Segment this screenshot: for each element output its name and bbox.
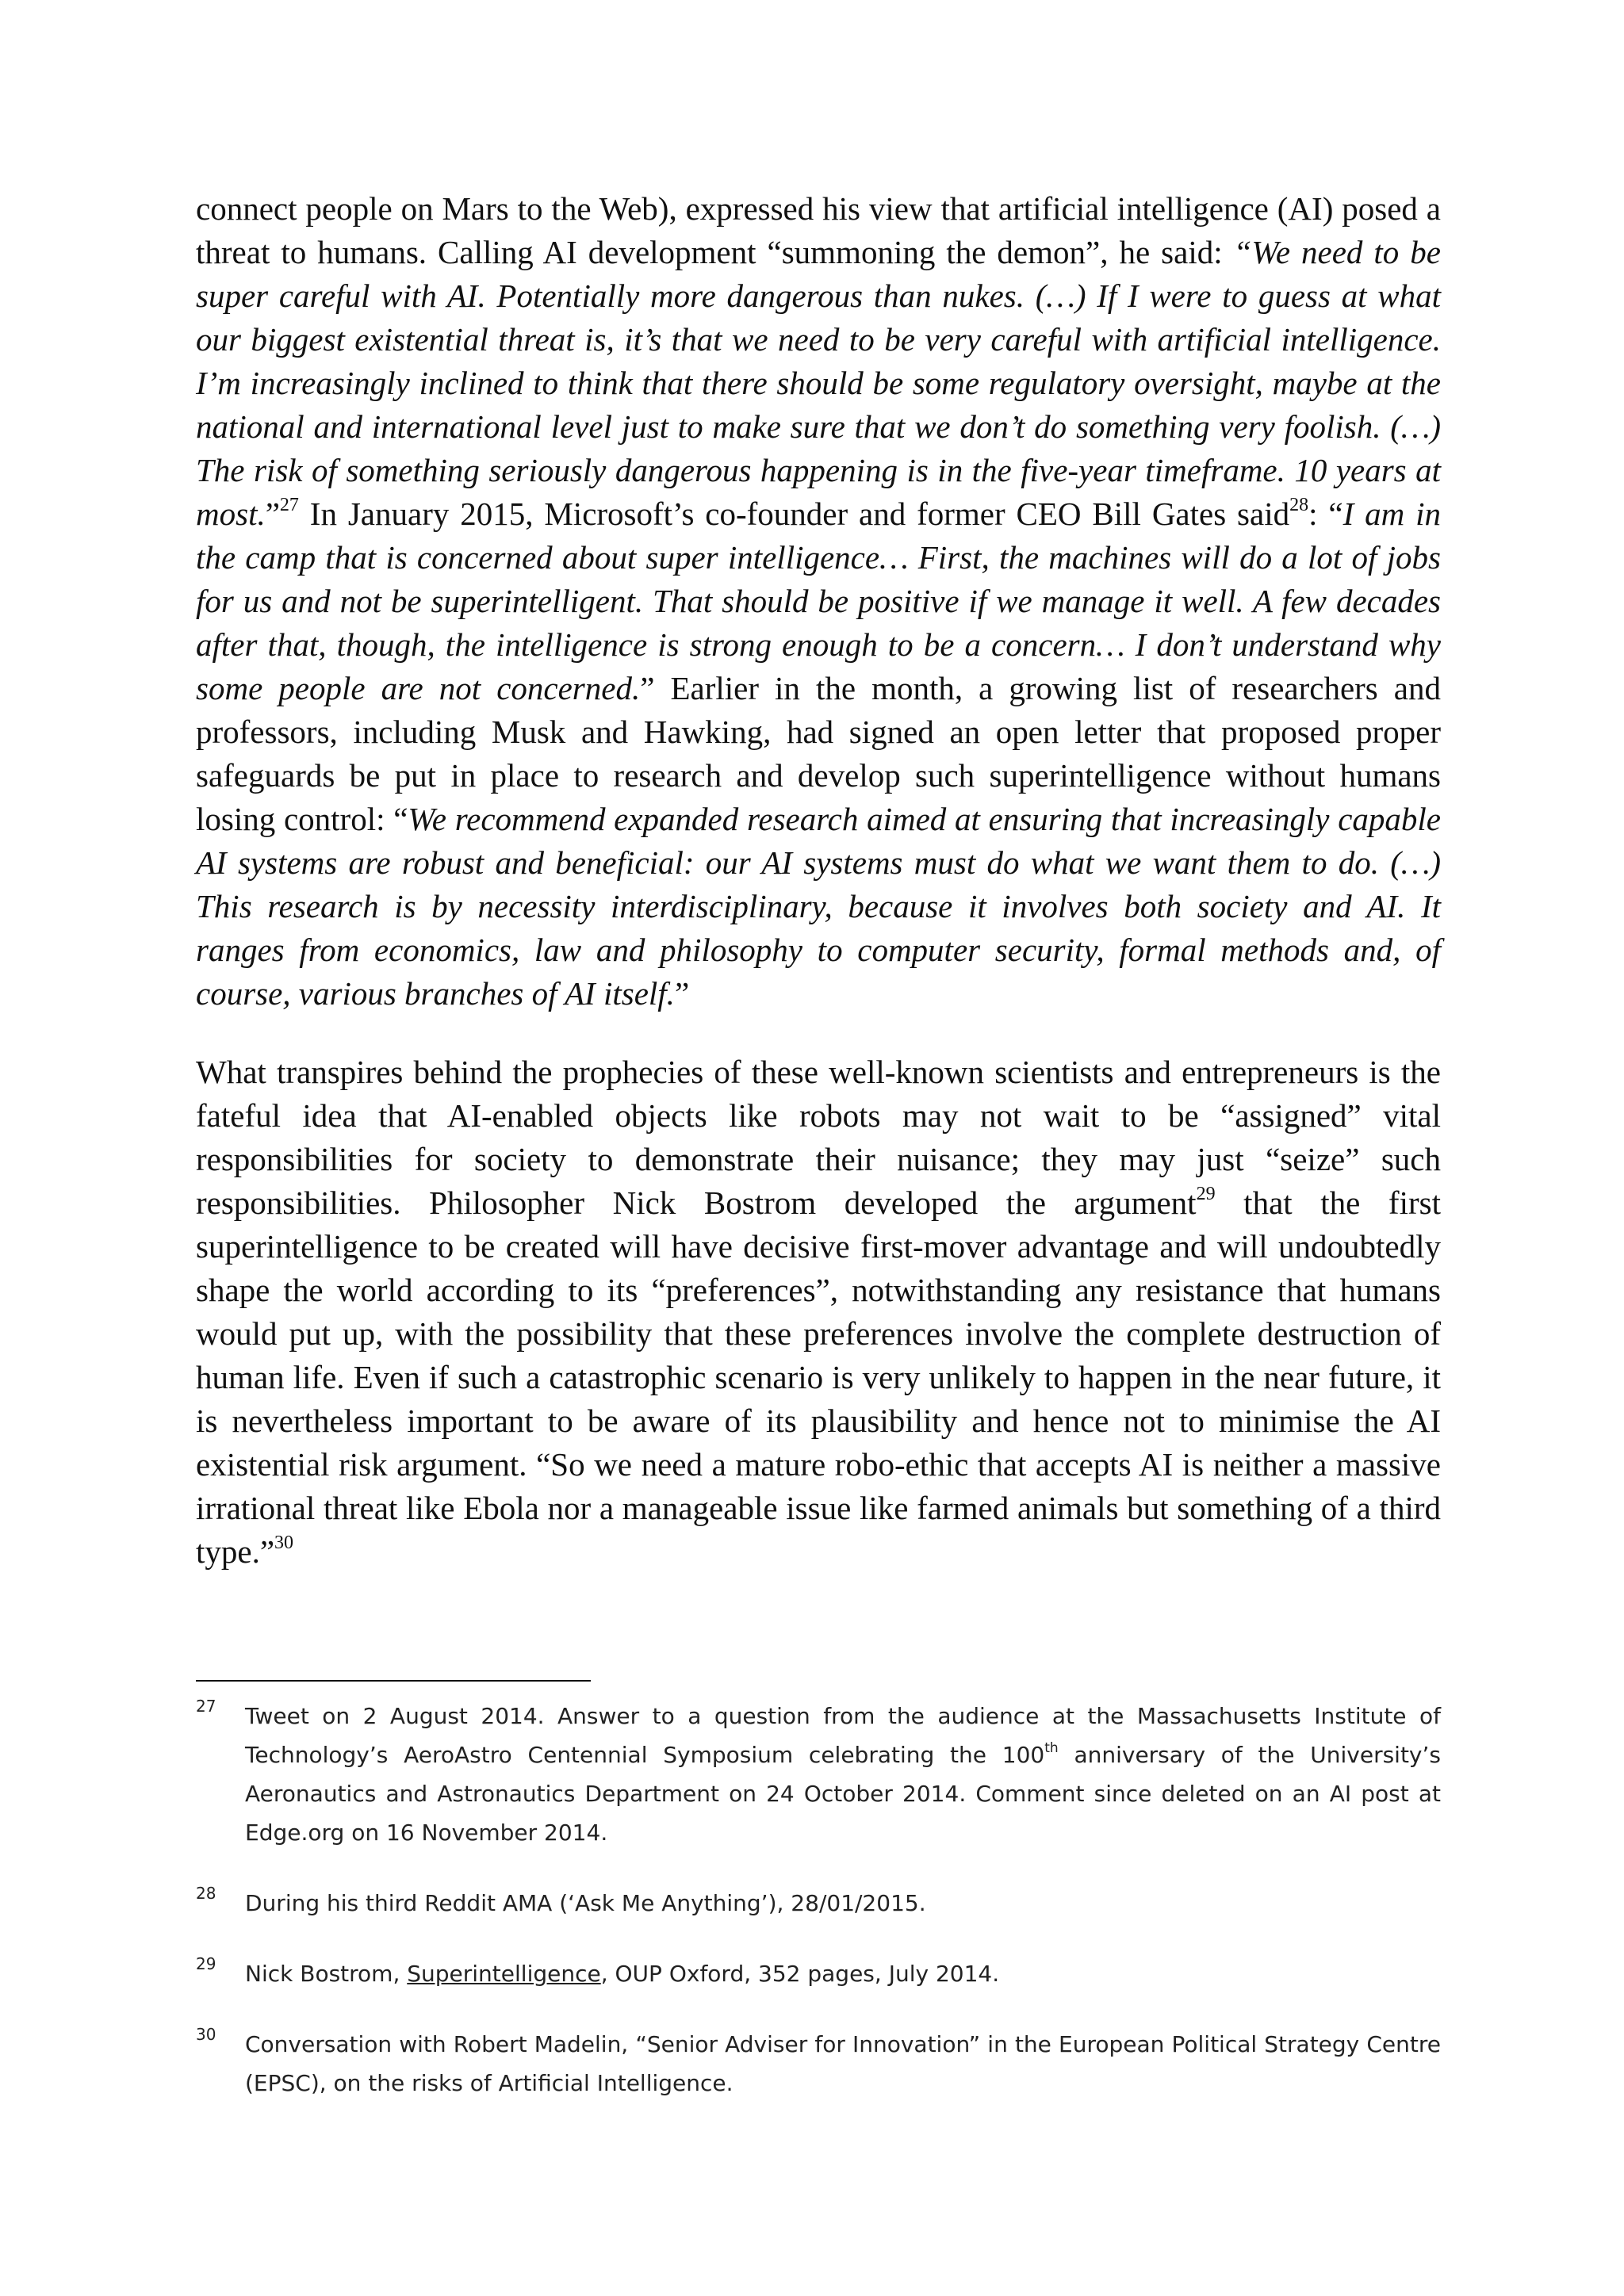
footnote-text: anniversary of the University’s Aeronautics and Astronautics Department on 24 October 2014. Comment since deleted on an AI post at Edge.org on 16 November 2014. <box>245 1742 1441 1846</box>
ordinal-suffix: th <box>1044 1740 1059 1756</box>
musk-quote: “We need to be super careful with AI. Potentially more dangerous than nukes. (…) If I were to guess at what our biggest existential threat is, it’s that we need to be very careful with artificial intelligence. I’m increasingly inclined to think that there should be some regulatory oversight, maybe at the national and international level just to make sure that we don’t do something very foolish. (…) The risk of something seriously dangerous happening is in the five-year timeframe. 10 years at most. <box>196 234 1442 532</box>
footnotes <box>196 1697 1441 2134</box>
paragraph-2 <box>196 1050 1441 1574</box>
p1-text-4: : “ <box>1308 496 1343 532</box>
open-letter-quote: We recommend expanded research aimed at ensuring that increasingly capable AI systems are robust and beneficial: our AI systems must do what we want them to do. (…) This research is by necessity interdisciplinary, because it involves both society and AI. It ranges from economics, law and philosophy to computer security, formal methods and, of course, various branches of AI itself. <box>196 801 1441 1012</box>
footnote-27 <box>196 1697 1441 1852</box>
p2-text-1: What transpires behind the prophecies of these well-known scientists and entrepreneurs is the fateful idea that AI-enabled objects like robots may not wait to be “assigned” vital responsibilities for society to demonstrate their nuisance; they may just “seize” such responsibilities. Philosopher Nick Bostrom developed the argument <box>196 1054 1441 1221</box>
footnote-number: 28 <box>196 1884 216 1903</box>
footnote-ref-29[interactable]: 29 <box>1196 1184 1216 1204</box>
footnote-text: Conversation with Robert Madelin, “Senior Adviser for Innovation” in the European Political Strategy Centre (EPSC), on the risks of Artificial Intelligence. <box>245 2031 1441 2096</box>
p2-text-2: that the first superintelligence to be created will have decisive first-mover advantage and will undoubtedly shape the world according to its “preferences”, notwithstanding any resistance that humans would put up, with the possibility that these preferences involve the complete destruction of human life. Even if such a catastrophic scenario is very unlikely to happen in the near future, it is nevertheless important to be aware of its plausibility and hence not to minimise the AI existential risk argument. “So we need a mature robo-ethic that accepts AI is neither a massive irrational threat like Ebola nor a manageable issue like farmed animals but something of a third type.” <box>196 1184 1441 1570</box>
paragraph-1 <box>196 187 1441 1016</box>
footnote-number: 27 <box>196 1697 216 1716</box>
book-title-link[interactable]: Superintelligence <box>407 1961 601 1987</box>
footnote-text: Nick Bostrom, <box>245 1961 408 1987</box>
p1-text-1: connect people on Mars to the Web), expressed his view that artificial intelligence (AI) posed a threat to humans. Calling AI development “summoning the demon”, he said: <box>196 190 1441 270</box>
footnote-ref-28[interactable]: 28 <box>1289 495 1309 515</box>
main-text <box>196 187 1441 1574</box>
footnote-ref-27[interactable]: 27 <box>279 495 299 515</box>
footnote-text: , OUP Oxford, 352 pages, July 2014. <box>600 1961 1000 1987</box>
p1-text-5: ” Earlier in the month, a growing list of researchers and professors, including Musk and Hawking, had signed an open letter that proposed proper safeguards be put in place to research and develop such superintelligence without humans losing control: “ <box>196 670 1441 837</box>
footnote-30 <box>196 2025 1441 2103</box>
footnote-number: 30 <box>196 2025 216 2044</box>
p1-text-3: In January 2015, Microsoft’s co-founder and former CEO Bill Gates said <box>298 496 1290 532</box>
footnote-ref-30[interactable]: 30 <box>274 1533 294 1553</box>
footnote-28 <box>196 1884 1441 1923</box>
gates-quote: I am in the camp that is concerned about super intelligence… First, the machines will do a lot of jobs for us and not be superintelligent. That should be positive if we manage it well. A few decades after that, though, the intelligence is strong enough to be a concern… I don’t understand why some people are not concerned. <box>196 496 1441 706</box>
footnote-number: 29 <box>196 1954 216 1973</box>
footnote-29 <box>196 1954 1441 1993</box>
p1-text-2: ” <box>265 496 280 532</box>
p1-text-6: ” <box>674 975 690 1012</box>
footnote-text: Tweet on 2 August 2014. Answer to a question from the audience at the Massachusetts Institute of Technology’s AeroAstro Centennial Symposium celebrating the 100 <box>245 1703 1441 1768</box>
footnote-separator <box>196 1680 591 1682</box>
footnote-text: During his third Reddit AMA (‘Ask Me Anything’), 28/01/2015. <box>245 1890 926 1916</box>
